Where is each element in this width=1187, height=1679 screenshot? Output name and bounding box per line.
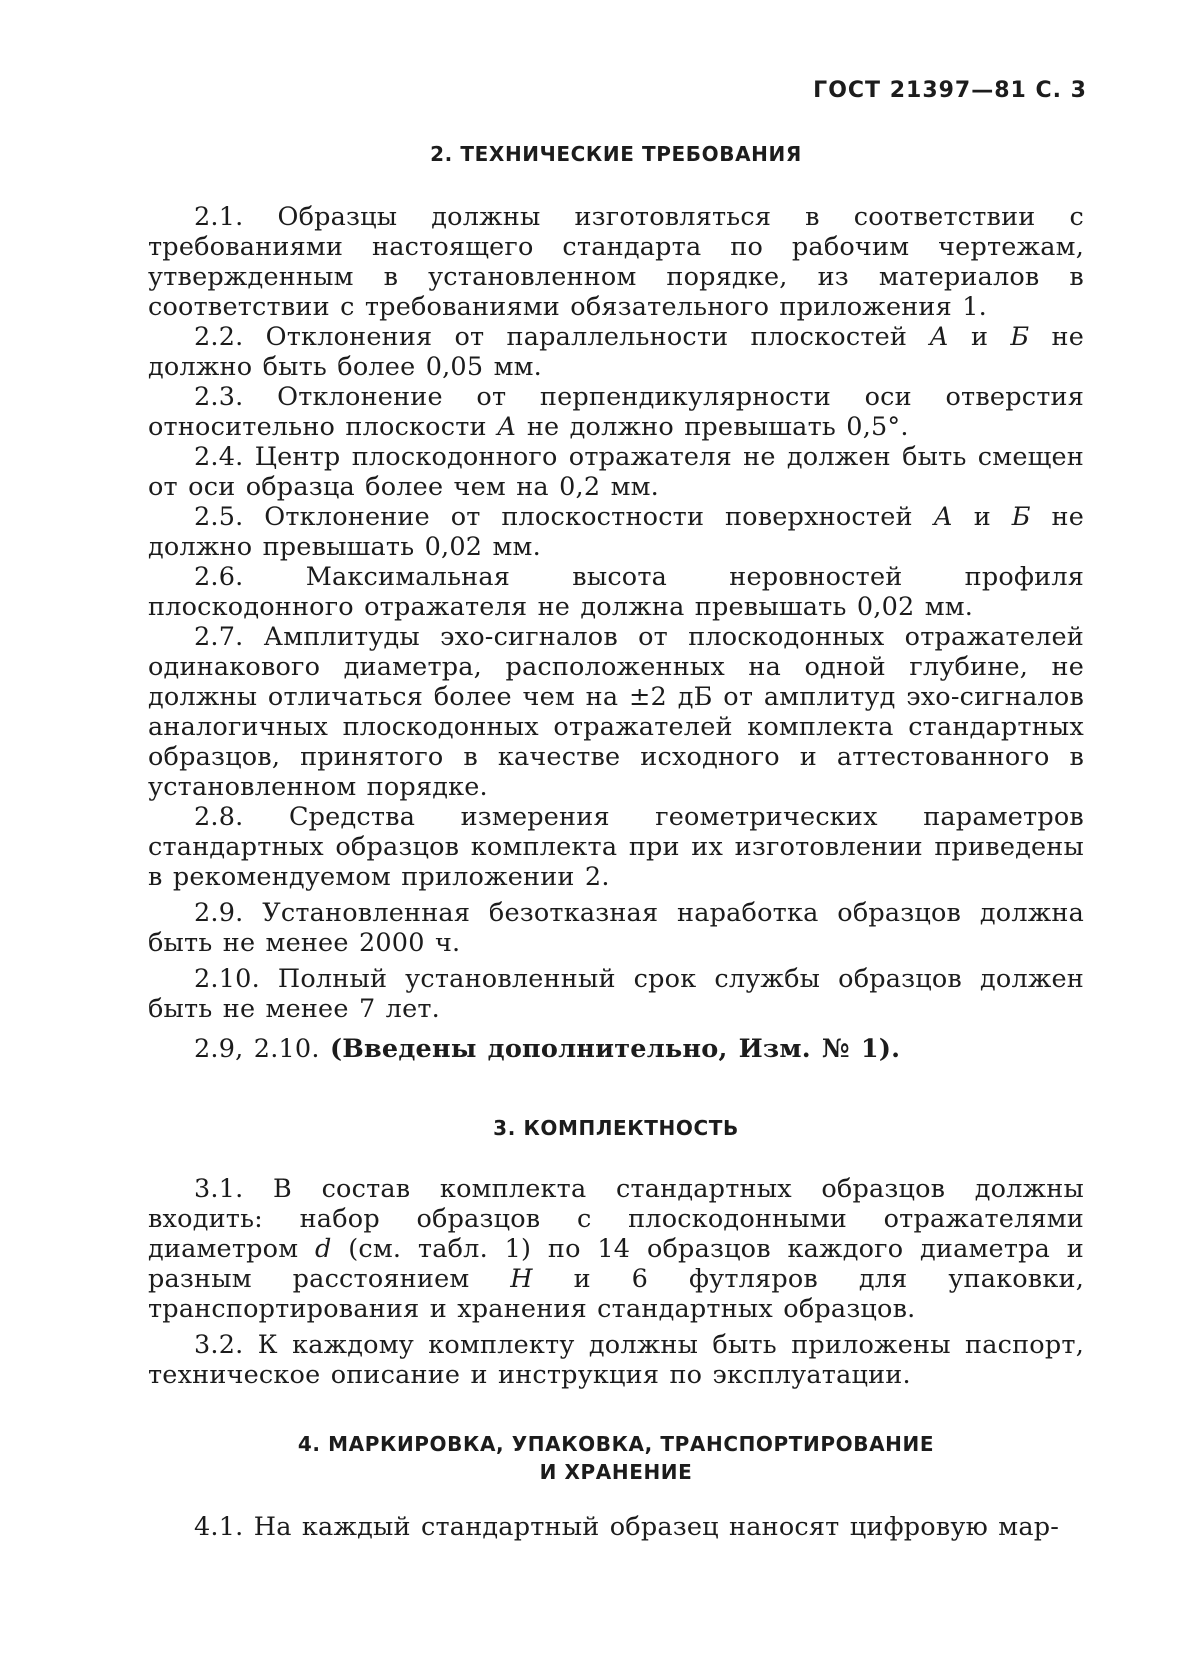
clause-2-2-plane-a: А bbox=[929, 322, 949, 352]
section-3-title: 3. КОМПЛЕКТНОСТЬ bbox=[493, 1116, 739, 1140]
clause-2-4: 2.4. Центр плоскодонного отражателя не должен быть смещен от оси образца более чем на 0,2 мм. bbox=[148, 442, 1084, 502]
page-header: ГОСТ 21397—81 С. 3 bbox=[813, 78, 1087, 103]
clause-2-7: 2.7. Амплитуды эхо-сигналов от плоскодонных отражателей одинакового диаметра, расположенных на одной глубине, не должны отличаться более чем на ±2 дБ от амплитуд эхо-сигналов аналогичных плоскодонных отражателей комплекта стандартных образцов, принятого в качестве исходного и аттестованного в установленном порядке. bbox=[148, 622, 1084, 802]
clause-2-2-plane-b: Б bbox=[1010, 322, 1030, 352]
clause-2-3 bbox=[148, 382, 1084, 442]
clause-2-5-text-b: и bbox=[953, 502, 1012, 532]
section-4-title-line-1: 4. МАРКИРОВКА, УПАКОВКА, ТРАНСПОРТИРОВАНИЕ bbox=[297, 1432, 935, 1456]
clause-2-2-text-a: 2.2. Отклонения от параллельности плоскостей bbox=[194, 322, 930, 352]
amendment-note-text: (Введены дополнительно, Изм. № 1). bbox=[329, 1034, 901, 1064]
clause-4-1: 4.1. На каждый стандартный образец наносят цифровую мар- bbox=[194, 1512, 1060, 1542]
document-body bbox=[148, 130, 1084, 1542]
clause-2-2-text-c: не должно быть более 0,05 мм. bbox=[148, 322, 1085, 382]
clause-2-9: 2.9. Установленная безотказная наработка образцов должна быть не менее 2000 ч. bbox=[148, 898, 1084, 958]
clause-2-2 bbox=[148, 322, 1084, 382]
section-4-title-line-2: И ХРАНЕНИЕ bbox=[539, 1460, 693, 1484]
clause-2-5-text-a: 2.5. Отклонение от плоскостности поверхностей bbox=[194, 502, 934, 532]
clause-3-2: 3.2. К каждому комплекту должны быть приложены паспорт, техническое описание и инструкция по эксплуатации. bbox=[148, 1330, 1084, 1390]
clause-2-5 bbox=[148, 502, 1084, 562]
clause-2-3-text-b: не должно превышать 0,5°. bbox=[516, 412, 909, 442]
clause-2-6: 2.6. Максимальная высота неровностей профиля плоскодонного отражателя не должна превышать 0,02 мм. bbox=[148, 562, 1084, 622]
clause-2-8: 2.8. Средства измерения геометрических параметров стандартных образцов комплекта при их изготовлении приведены в рекомендуемом приложении 2. bbox=[148, 802, 1084, 892]
amendment-note bbox=[148, 1034, 1084, 1064]
clause-3-1-diameter-symbol: d bbox=[314, 1234, 332, 1264]
clause-2-5-surface-a: А bbox=[933, 502, 953, 532]
clause-2-3-plane-a: А bbox=[497, 412, 517, 442]
clause-2-5-text-c: не должно превышать 0,02 мм. bbox=[148, 502, 1084, 562]
clause-2-10: 2.10. Полный установленный срок службы образцов должен быть не менее 7 лет. bbox=[148, 964, 1084, 1024]
clause-2-5-surface-b: Б bbox=[1011, 502, 1031, 532]
clause-3-1-text-c: и 6 футляров для упаковки, транспортирования и хранения стандартных образцов. bbox=[148, 1264, 1085, 1324]
amendment-note-clauses: 2.9, 2.10. bbox=[194, 1034, 330, 1064]
clause-3-1 bbox=[148, 1174, 1084, 1324]
clause-3-1-distance-symbol: H bbox=[510, 1264, 533, 1294]
clause-3-1-text-b: (см. табл. 1) по 14 образцов каждого диаметра и разным расстоянием bbox=[148, 1234, 1084, 1294]
clause-2-2-text-b: и bbox=[948, 322, 1011, 352]
section-2-title: 2. ТЕХНИЧЕСКИЕ ТРЕБОВАНИЯ bbox=[430, 142, 802, 166]
clause-3-1-text-a: 3.1. В состав комплекта стандартных образцов должны входить: набор образцов с плоскодонными отражателями диаметром bbox=[148, 1174, 1084, 1264]
section-4-title bbox=[148, 1430, 1084, 1486]
clause-2-1: 2.1. Образцы должны изготовляться в соответствии с требованиями настоящего стандарта по рабочим чертежам, утвержденным в установленном порядке, из материалов в соответствии с требованиями обязательного приложения 1. bbox=[148, 202, 1084, 322]
clause-2-3-text-a: 2.3. Отклонение от перпендикулярности оси отверстия относительно плоскости bbox=[148, 382, 1084, 442]
